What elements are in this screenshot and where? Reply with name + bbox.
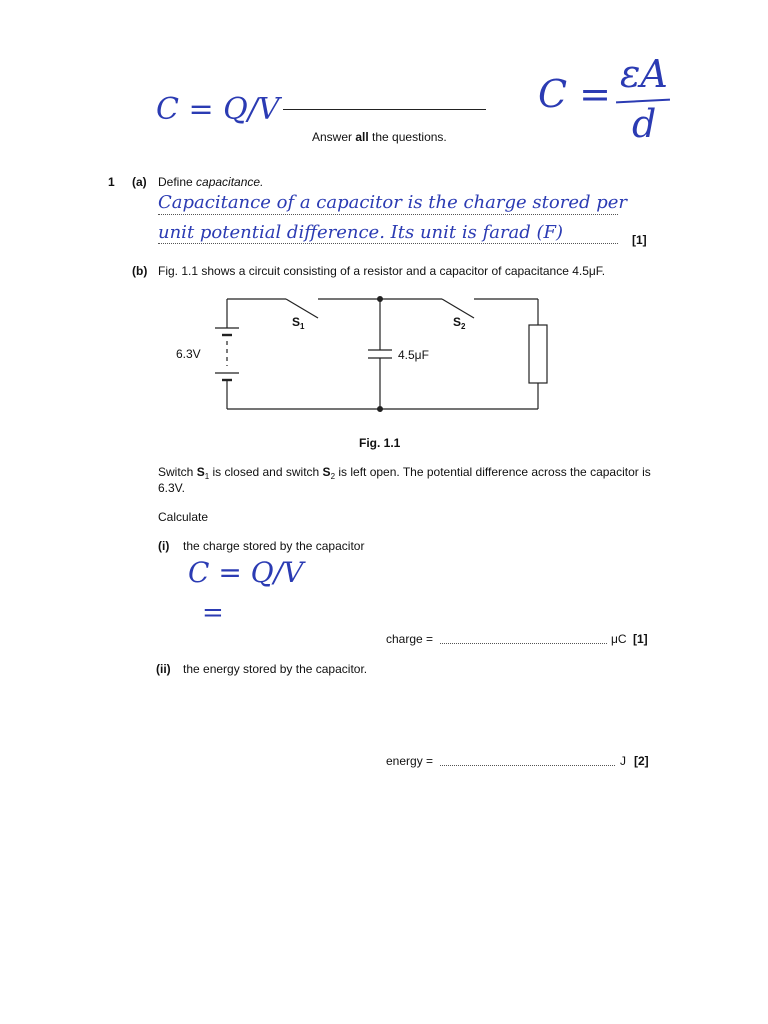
energy-label: energy = [386,754,434,768]
junction-bottom [377,406,383,412]
s1-subscript: 1 [300,322,305,331]
charge-answer-line [386,632,433,646]
working-line-2: = [202,598,224,628]
charge-label: charge = [386,632,434,646]
sub-i-text: the charge stored by the capacitor [183,539,365,553]
instruction-post: the questions. [368,130,447,144]
part-a-term: capacitance. [196,175,264,189]
junction-top [377,296,383,302]
sub-ii-text: the energy stored by the capacitor. [183,662,368,676]
working-line-1: C = Q/V [188,556,304,589]
part-a-label: (a) [132,175,147,189]
calculate-label: Calculate [158,510,209,524]
instruction-pre: Answer [312,130,356,144]
switch-statement-line2: 6.3V. [158,481,185,495]
formula-right-numerator: εA [620,52,668,96]
charge-unit: μC [611,632,627,646]
s2-subscript: 2 [461,322,466,331]
formula-left-text: C = Q/V [156,92,280,127]
instruction-bold: all [355,130,369,144]
charge-dotted-field [440,643,607,644]
switch-text-1: Switch [158,465,197,479]
question-number: 1 [108,175,115,189]
resistor [529,325,547,383]
sub-ii-label: (ii) [156,662,171,676]
switch-text-2: is closed and switch [209,465,323,479]
energy-answer-line [386,754,433,768]
capacitor-label: 4.5μF [398,348,429,362]
switch-s1-ref: S [196,465,205,479]
switch-s2-ref-sub: 2 [330,472,336,481]
part-a-marks: [1] [632,233,647,247]
part-a-text: Define [158,175,197,189]
part-b-text: Fig. 1.1 shows a circuit consisting of a resistor and a capacitor of capacitance 4.5μF. [158,264,606,278]
sub-i-label: (i) [158,539,170,553]
answer-a-line1: Capacitance of a capacitor is the charge stored per [158,192,627,213]
part-b-label: (b) [132,264,148,278]
answer-a-line2: unit potential difference. Its unit is farad (F) [158,222,564,243]
s1-label [292,315,304,331]
energy-marks: [2] [634,754,649,768]
energy-dotted-field [440,765,615,766]
s2-label [453,315,465,331]
formula-right-denominator: d [632,102,657,146]
switch-statement-line1 [158,465,651,481]
battery-label: 6.3V [176,347,201,361]
figure-caption: Fig. 1.1 [359,436,401,450]
charge-marks: [1] [633,632,648,646]
switch-s1-ref-sub: 1 [204,472,210,481]
s2-letter: S [453,315,462,329]
formula-right-lhs: C = [538,72,611,116]
switch-s2-ref: S [322,465,331,479]
switch-text-3: is left open. The potential difference across the capacitor is [335,465,651,479]
energy-unit: J [620,754,626,768]
s1-letter: S [292,315,301,329]
